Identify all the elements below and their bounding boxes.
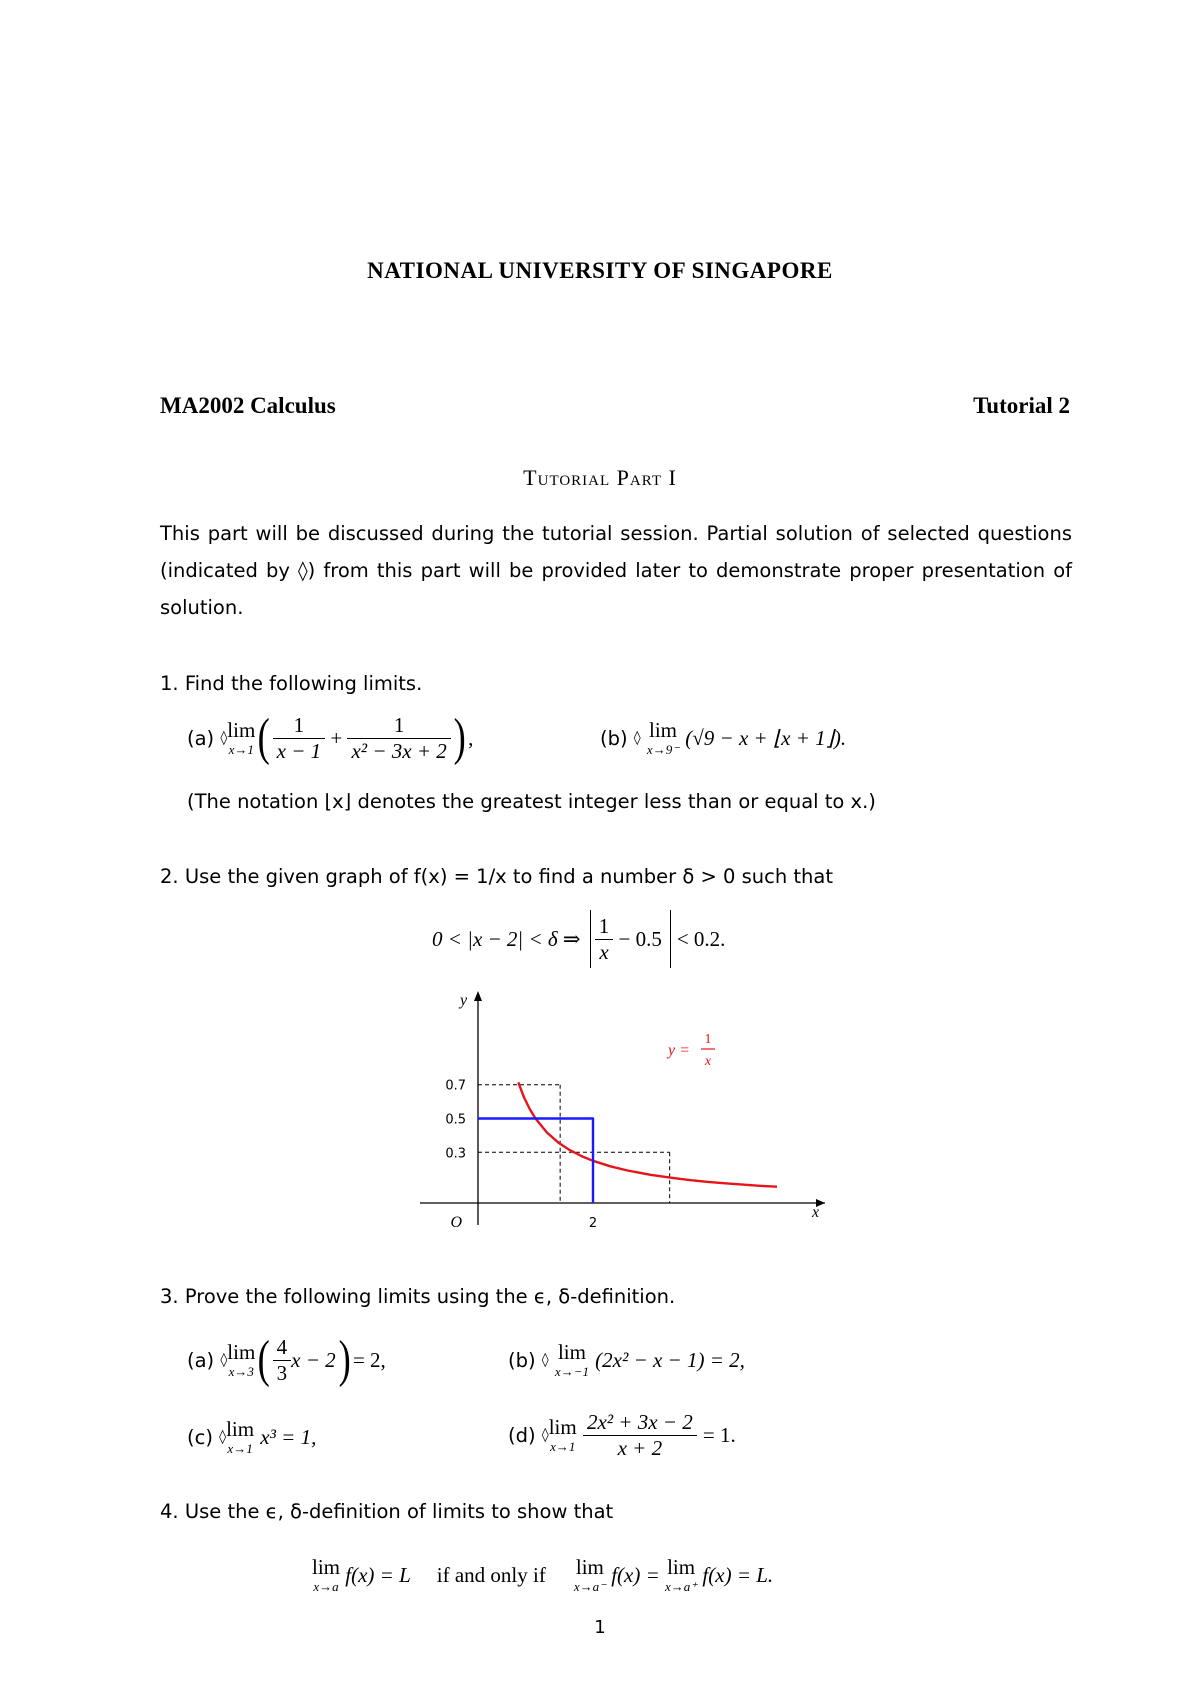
expression: x³ = 1, — [260, 1424, 317, 1449]
diamond-icon: ◊ — [220, 730, 228, 746]
question-number: 2. — [160, 865, 179, 888]
question-number: 3. — [160, 1285, 179, 1308]
x-axis-label: x — [812, 1204, 820, 1221]
y-tick-label: 0.3 — [445, 1146, 466, 1162]
expression: (2x² − x − 1) = 2, — [595, 1347, 745, 1372]
q1-note: (The notation ⌊x⌋ denotes the greatest integer less than or equal to x.) — [187, 790, 876, 813]
series-group — [478, 1082, 777, 1203]
fraction: $\frac{4}{3}$ — [273, 1335, 292, 1386]
part-label: (d) — [508, 1423, 536, 1447]
inequality-left: 0 < |x − 2| < δ ⇒ — [432, 926, 581, 951]
question-number: 1. — [160, 672, 179, 695]
course-name: MA2002 Calculus — [160, 393, 336, 418]
part-title: Tutorial Part I — [523, 465, 677, 490]
limit-operator: lim x→1 — [548, 1415, 577, 1454]
diamond-icon: ◊ — [219, 1429, 227, 1445]
expression: f(x) = — [611, 1562, 660, 1587]
diamond-icon: ◊ — [541, 1427, 549, 1443]
fraction: $\frac{1}{x}$ — [595, 914, 614, 965]
question-text: Prove the following limits using the ϵ, δ-definition. — [184, 1285, 676, 1308]
question-number: 4. — [160, 1500, 179, 1523]
q1-part-b — [600, 708, 846, 768]
curve-label-numerator: 1 — [704, 1032, 712, 1047]
university-title: NATIONAL UNIVERSITY OF SINGAPORE — [367, 258, 833, 283]
question-1 — [160, 672, 422, 695]
q2-display-inequality — [432, 907, 725, 971]
fraction: $\frac{1}{\text{x² − 3x + 2}}$ — [347, 713, 450, 764]
limit-expression: (√9 − x + ⌊x + 1⌋). — [685, 725, 847, 750]
q3-part-d — [508, 1400, 736, 1470]
question-4 — [160, 1500, 613, 1523]
curve-label-denominator: x — [704, 1054, 712, 1069]
axes — [420, 991, 825, 1225]
question-text: Find the following limits. — [184, 672, 423, 695]
question-text: Use the ϵ, δ-definition of limits to show that — [184, 1500, 614, 1523]
part-label: (a) — [187, 726, 215, 750]
y-axis-arrow-icon — [474, 991, 482, 1001]
part-label: (b) — [508, 1348, 536, 1372]
part-label: (c) — [187, 1425, 213, 1449]
q1-part-a: (a) ◊ lim x→1 ( $\frac{1}{x - 1}$ + $\frac{1}{\text{x² − 3x + 2}}$ ) , — [187, 709, 474, 766]
tutorial-number: Tutorial 2 — [973, 393, 1070, 418]
limit-operator: lim x→a⁻ — [573, 1555, 606, 1594]
y-axis-label: y — [460, 992, 468, 1009]
diamond-icon: ◊ — [220, 1352, 228, 1368]
limit-operator: lim x→a⁺ — [665, 1555, 698, 1594]
expression: x − 2 — [291, 1347, 336, 1372]
x-tick-label: 2 — [588, 1216, 598, 1231]
result: = 1. — [702, 1422, 736, 1447]
limit-operator: lim x→1 — [227, 718, 256, 757]
question-2 — [160, 865, 833, 888]
dashed-guides — [478, 1085, 670, 1203]
graph-reciprocal-function — [420, 985, 840, 1235]
part-label: (b) — [600, 726, 628, 750]
result: = 2, — [352, 1347, 386, 1372]
limit-operator: lim x→3 — [227, 1340, 256, 1379]
series-blue-guide — [478, 1119, 593, 1204]
question-3 — [160, 1285, 675, 1308]
diamond-icon: ◊ — [633, 730, 641, 746]
connector-text: if and only if — [436, 1562, 546, 1587]
limit-operator: lim x→1 — [226, 1417, 255, 1456]
diamond-icon: ◊ — [541, 1352, 549, 1368]
limit-operator: lim x→−1 — [554, 1340, 589, 1379]
intro-paragraph: This part will be discussed during the tutorial session. Partial solution of selected questions (indicated by ◊) from this part will be provided later to demonstrate proper presentation of solution. — [160, 522, 1072, 619]
q3-part-b — [508, 1328, 745, 1392]
q3-part-a: (a) ◊ lim x→3 ( $\frac{4}{3}$ x − 2 ) = 2, — [187, 1331, 386, 1388]
y-tick-label: 0.5 — [445, 1112, 466, 1128]
limit-operator: lim x→9⁻ — [646, 718, 680, 757]
page-number: 1 — [594, 1617, 606, 1638]
expression: f(x) = L — [345, 1562, 411, 1587]
origin-label: O — [450, 1214, 462, 1231]
fraction: $\frac{\text{2x² + 3x − 2}}{x + 2}$ — [583, 1410, 697, 1461]
limit-operator: lim x→a — [312, 1555, 341, 1594]
q4-display-equivalence — [312, 1550, 773, 1600]
q3-part-c — [187, 1405, 316, 1469]
axis-labels — [445, 992, 819, 1231]
curve-label-lhs: y = — [668, 1042, 690, 1059]
y-tick-label: 0.7 — [445, 1078, 466, 1094]
expression: f(x) = L. — [702, 1562, 774, 1587]
series-curve-reciprocal — [518, 1082, 777, 1186]
inequality-middle: − 0.5 — [618, 926, 662, 951]
question-text: Use the given graph of f(x) = 1/x to find a number δ > 0 such that — [184, 865, 833, 888]
fraction: $\frac{1}{x - 1}$ — [273, 713, 326, 764]
part-label: (a) — [187, 1348, 215, 1372]
inequality-right: < 0.2. — [676, 926, 726, 951]
